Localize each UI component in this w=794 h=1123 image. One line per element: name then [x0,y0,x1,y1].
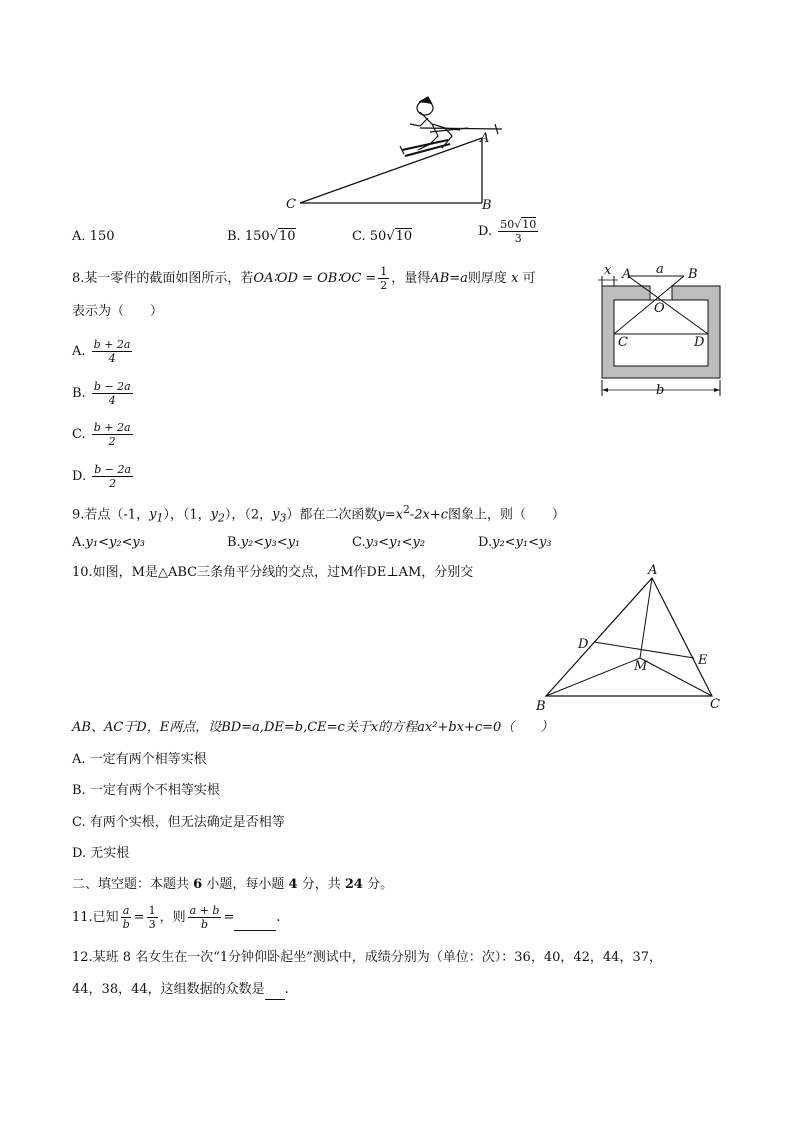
q7-option-a[interactable]: A. 150 [72,229,115,244]
q8-option-a[interactable]: A. $\frac{b + 2a}{4}$ [72,338,131,365]
svg-text:A: A [622,267,632,282]
q10-option-c[interactable]: C. 有两个实根，但无法确定是否相等 [72,815,285,830]
section-2-heading: 二、填空题：本题共 6 小题，每小题 4 分，共 24 分。 [72,877,394,892]
svg-text:A: A [648,563,658,578]
q10-option-b[interactable]: B. 一定有两个不相等实根 [72,783,220,798]
q10-triangle-figure [536,560,726,716]
q7-slope-figure [270,92,520,217]
q9-option-a[interactable]: A.y₁<y₂<y₃ [72,535,145,550]
q12-stem-2: 44，38，44，这组数据的众数是 . [72,980,289,1000]
svg-text:M: M [634,659,648,674]
q10-stem-2: AB、AC于D，E两点，设BD=a,DE=b,CE=c关于x的方程ax²+bx+c=0（ ） [72,720,554,735]
svg-text:D: D [578,637,589,652]
q7-option-c[interactable]: C. 50√10 [352,229,413,244]
skier-icon [400,97,502,156]
q7-option-b[interactable]: B. 150√10 [227,229,296,244]
q9-option-b[interactable]: B.y₂<y₃<y₁ [227,535,301,550]
q8-stem: 8.某一零件的截面如图所示，若OA∶OD = OB∶OC = $\frac{1}{2}$ ，量得AB=a则厚度 x 可 [72,265,536,292]
q9-option-d[interactable]: D.y₂<y₁<y₃ [478,535,552,550]
q8-stem-2: 表示为（ ） [72,304,164,319]
svg-text:a: a [656,262,664,277]
q7-label-c: C [286,197,296,212]
q11-answer-blank[interactable] [234,916,276,931]
q8-part-figure [596,262,726,400]
svg-text:C: C [710,697,720,712]
q12-answer-blank[interactable] [265,985,285,1000]
svg-text:E: E [698,653,708,668]
svg-text:D: D [694,335,705,350]
q8-option-c[interactable]: C. $\frac{b + 2a}{2}$ [72,421,131,448]
q10-stem: 10.如图，M是△ABC三条角平分线的交点，过M作DE⊥AM，分别交 [72,565,474,580]
svg-text:x: x [604,263,612,278]
q7-label-b: B [482,198,492,213]
q10-option-d[interactable]: D. 无实根 [72,846,130,861]
svg-text:B: B [536,699,546,714]
q7-label-a: A [480,131,490,146]
q12-stem: 12.某班 8 名女生在一次“1分钟仰卧起坐”测试中，成绩分别为（单位：次）：36，40，42，44，37， [72,950,662,965]
q9-option-c[interactable]: C.y₃<y₁<y₂ [352,535,426,550]
svg-text:C: C [618,335,628,350]
q8-option-b[interactable]: B. $\frac{b - 2a}{4}$ [72,380,131,407]
q10-option-a[interactable]: A. 一定有两个相等实根 [72,752,207,767]
q7-option-d[interactable]: D. $\frac{50√10}{3}$ [478,218,537,245]
q11-stem: 11.已知 $\frac{a}{b}$ = $\frac{1}{3}$ ，则 $\frac{a + b}{b}$ = . [72,904,281,931]
q8-option-d[interactable]: D. $\frac{b - 2a}{2}$ [72,463,132,490]
svg-text:O: O [654,301,665,316]
q9-stem: 9.若点（-1，$y_1$），（1，$y_2$），（2，$y_3$）都在二次函数$y=x^2-2x+c$图象上，则（ ） [72,503,566,525]
svg-text:B: B [688,267,698,282]
svg-text:b: b [656,383,665,398]
